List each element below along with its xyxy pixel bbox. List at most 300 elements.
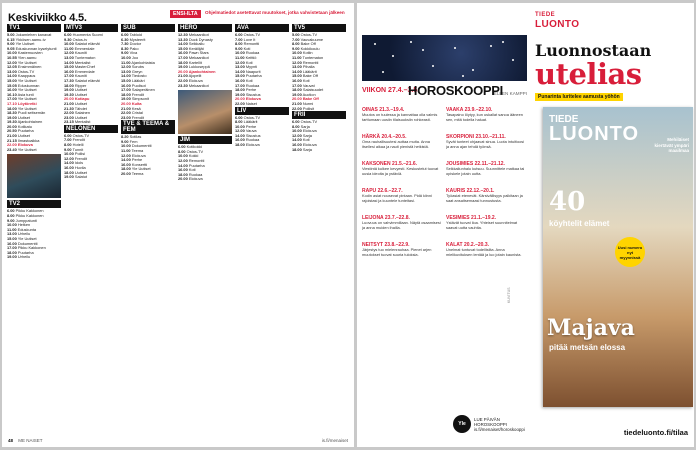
sign-name: NEITSYT — [362, 242, 384, 248]
program-title: Mekaanikot — [188, 55, 209, 60]
program-title: Ruokaa — [188, 172, 203, 177]
program-title: Huomenta Suomi — [72, 33, 103, 37]
program-time: 21.15 — [7, 138, 17, 143]
sign-name: KAKSONEN — [362, 161, 391, 167]
program-title: Mentalist — [74, 60, 91, 65]
program-title: Ostos-TV — [17, 69, 35, 74]
program-time: 15.00 — [235, 74, 245, 79]
sign-text: Oma rauhallisuutesi auttaa muita. Anna itsellesi aikaa ja nauti pienistä hetkistä. — [362, 140, 430, 149]
program-title: Salatut — [74, 175, 87, 180]
program-title: Tunnit — [72, 147, 84, 152]
program-time: 10.55 — [7, 55, 17, 60]
program-title: Perhe — [131, 158, 143, 163]
program-time: 16.00 — [178, 51, 188, 56]
sign-dates: 23.8.–22.9. — [384, 242, 410, 248]
program-title: Ostos-TV — [243, 115, 261, 120]
ad-headline-main: utelias — [535, 57, 642, 91]
program-time: 18.00 — [64, 170, 74, 175]
program-title: Ajopelit — [188, 74, 202, 79]
program-title: Frendit — [131, 115, 144, 120]
promo-text: LUE PÄIVÄN HOROSKOOPPI is.fi/menaiset/horoskooppi — [474, 417, 525, 433]
program-time: 16.00 — [121, 83, 131, 88]
program-time: 9.00 — [7, 42, 15, 47]
program-time: 8.00 — [292, 42, 300, 47]
horoscope-signs — [362, 107, 527, 412]
ad-brand — [535, 11, 579, 29]
program-time: 15.05 — [7, 83, 17, 88]
program-title: Bake Off — [302, 97, 319, 102]
program-row — [7, 255, 61, 260]
program-title: Teema — [131, 172, 144, 177]
cover-logo-b: LUONTO — [549, 123, 640, 145]
program-title: Tähdet — [74, 106, 87, 111]
program-title: Pawn Stars — [188, 51, 209, 56]
program-title: Konsertti — [131, 162, 148, 167]
sign-text: Järjestys tuo mielenrauhaa. Pienet arjen muutokset tuovat suuria tuloksia. — [362, 248, 432, 257]
program-time: 15.00 — [7, 237, 17, 241]
program-time: 17.30 — [64, 78, 74, 83]
program-title: Puutarha — [188, 163, 205, 168]
program-time: 11.00 — [121, 149, 131, 154]
program-title: Eduskunnan kyselytunti — [15, 46, 57, 51]
program-title: Kauniit — [74, 74, 87, 79]
program-time: 9.05 — [7, 46, 15, 51]
program-title: Kokki — [188, 154, 199, 159]
program-time: 7.00 — [235, 37, 243, 42]
program-title: Elokuva — [245, 143, 260, 148]
program-title: Keräilijät — [188, 46, 204, 51]
program-title: Lääkärit — [243, 120, 258, 125]
program-time: 23.15 — [64, 120, 74, 125]
program-time: 18.00 — [235, 143, 245, 148]
program-time: 12.00 — [292, 133, 302, 138]
program-row — [235, 143, 289, 148]
program-time: 15.00 — [64, 65, 74, 70]
program-time: 18.00 — [7, 106, 17, 111]
program-title: Mekaanikot — [188, 83, 209, 88]
program-time: 8.00 — [235, 42, 243, 47]
star-decoration — [454, 47, 456, 49]
program-title: Keittiö — [245, 55, 257, 60]
program-title: Ripper — [74, 83, 87, 88]
sign-dates: 22.6.–22.7. — [377, 188, 403, 194]
program-title: Remontti — [302, 60, 319, 65]
program-title: Eduskunnan — [17, 83, 40, 88]
horoscope-sign — [446, 161, 526, 185]
program-time: 19.00 — [235, 92, 245, 97]
program-time: 15.00 — [7, 78, 17, 83]
program-title: Ostos-TV — [300, 33, 318, 37]
program-time: 10.00 — [121, 55, 131, 60]
program-title: Elokuva — [302, 143, 317, 148]
program-title: Tuntematon — [74, 55, 96, 60]
program-time: 18.00 — [7, 250, 17, 255]
program-title: Uutiset — [74, 88, 87, 93]
program-title: Frendit — [72, 138, 85, 143]
program-title: Teema — [131, 149, 144, 154]
program-time: 16.00 — [292, 143, 302, 148]
program-title: Yle Uutiset — [17, 60, 37, 65]
program-title: Yle Uutiset — [17, 147, 37, 152]
program-title: Perhe — [245, 88, 257, 93]
program-title: Salaperäinen — [131, 88, 155, 93]
program-time: 20.50 — [7, 129, 17, 134]
program-time: 14.00 — [292, 138, 302, 143]
program-time: 12.00 — [7, 60, 17, 65]
tv-column — [178, 24, 232, 429]
program-title: Duck Dynasty — [188, 37, 213, 42]
program-time: 10.00 — [64, 152, 74, 157]
sign-name: VESIMIES — [446, 215, 470, 221]
program-title: Bake Off — [302, 74, 318, 79]
sign-dates: 23.10.–21.11. — [475, 134, 506, 140]
program-title: Hetken — [17, 223, 31, 228]
program-time: 20.00 — [121, 172, 131, 177]
program-title: Puutarha — [17, 250, 34, 255]
program-title: Sarja — [302, 147, 312, 152]
program-title: Ostos-TV — [186, 149, 204, 154]
program-time: 13.00 — [292, 65, 302, 70]
sign-dates: 23.9.–22.10. — [464, 107, 493, 113]
program-title: Koti — [188, 168, 196, 173]
tv-program-note: Ohjelmatiedot asetettavat muutokset, jotka vahvistetaan jälkeen — [205, 10, 345, 15]
program-time: 15.00 — [292, 74, 302, 79]
channel-header: TVE & TEEMA & FEM — [121, 120, 175, 134]
program-title: Seikkailu — [188, 42, 205, 47]
tv-page-header — [8, 8, 348, 24]
program-title: Elokuva — [131, 153, 146, 158]
program-time: 10.00 — [292, 129, 302, 134]
sign-name: JOUSIMIES — [446, 161, 474, 167]
program-time: 6.00 — [121, 33, 129, 37]
program-title: Yle Uutiset — [17, 97, 37, 102]
program-time: 20.00 — [178, 69, 188, 74]
program-title: Uutiset — [74, 115, 87, 120]
sign-text: Unelmat tuntuvat todellisilta. Anna mielikuvituksen lentää ja luo jotain kaunista. — [446, 248, 522, 257]
program-photo — [178, 90, 232, 134]
program-time: 8.00 — [292, 124, 300, 129]
program-title: Urheilu — [17, 232, 31, 237]
sign-name: KAURIS — [446, 188, 466, 194]
program-title: Elokuva — [188, 78, 203, 83]
program-title: Elokuva — [302, 129, 317, 134]
program-time: 5.00 — [292, 33, 300, 37]
program-time: 17.10 — [7, 101, 17, 106]
program-title: Lukkoseppä — [188, 65, 210, 70]
sign-dates: 22.12.–20.1. — [466, 188, 495, 194]
program-time: 16.10 — [7, 92, 17, 97]
program-title: Pako — [129, 46, 139, 51]
program-title: Kotikatu — [17, 124, 32, 129]
horoscope-illustration — [362, 35, 527, 81]
program-title: Kotikokki — [186, 145, 203, 150]
sign-text: Syvät tunteet ohjaavat sinua. Luota intuitioosi ja anna ajan tehdä työnsä. — [446, 140, 525, 149]
program-time: 20.00 — [121, 101, 131, 106]
program-title: Dokumentti — [131, 144, 152, 149]
program-time: 14.00 — [121, 74, 131, 79]
program-title: Uutiset — [74, 170, 87, 175]
channel-header: FRII — [292, 111, 346, 119]
program-time: 8.00 — [235, 120, 243, 125]
program-row — [64, 175, 118, 180]
program-title: Ilmastoaikka — [17, 138, 40, 143]
program-title: Hotelli — [72, 143, 84, 148]
program-time: 6.00 — [64, 133, 72, 138]
tv-date-badge: ENSI-ILTA — [170, 10, 201, 18]
program-time: 17.00 — [64, 74, 74, 79]
program-time: 8.20 — [121, 135, 129, 140]
channel-header: LIV — [235, 107, 289, 115]
program-title: Simpsonit — [131, 97, 149, 102]
program-time: 18.30 — [7, 111, 17, 116]
program-title: Jokamiehen kanavat — [15, 33, 52, 37]
tv-column — [64, 24, 118, 429]
program-time: 16.00 — [64, 166, 74, 171]
program-time: 15.00 — [121, 78, 131, 83]
program-title: Uutiset — [74, 101, 87, 106]
program-time: 18.00 — [235, 88, 245, 93]
page-number: 48 — [8, 438, 14, 443]
program-title: Kulta — [131, 101, 142, 106]
ad-url[interactable]: tiedeluonto.fi/tilaa — [623, 428, 688, 437]
sign-text: Työasiat etenevät. Kärsivällisyys palkitaan ja saat ansaitsemaasi tunnustusta. — [446, 194, 523, 203]
program-time: 23.00 — [64, 115, 74, 120]
program-title: Ensimmäinen — [17, 65, 42, 70]
program-time: 10.00 — [7, 51, 17, 56]
program-time: 12.00 — [64, 156, 74, 161]
promo-logo: Yle — [453, 415, 471, 433]
program-time: 17.00 — [7, 97, 17, 102]
program-time: 11.00 — [235, 55, 245, 60]
program-row — [178, 84, 232, 89]
channel-header: TV2 — [7, 200, 61, 208]
sign-name: LEIJONA — [362, 215, 384, 221]
program-time: 12.00 — [235, 129, 245, 134]
program-time: 16.00 — [7, 88, 17, 93]
program-time: 16.00 — [64, 69, 74, 74]
program-title: Koti — [302, 78, 310, 83]
program-title: Ruokaa — [245, 83, 260, 88]
program-title: Sisustus — [245, 133, 261, 138]
cover-badge: Uusi numero nyt myynnissä — [615, 237, 645, 267]
program-time: 6.00 — [178, 145, 186, 150]
program-time: 19.00 — [292, 92, 302, 97]
tv-column — [7, 24, 61, 429]
program-title: Kotiapu — [74, 97, 90, 102]
program-title: Fem — [129, 139, 138, 144]
program-time: 12.00 — [235, 60, 245, 65]
horoscope-sign — [446, 242, 526, 266]
program-time: 8.00 — [64, 143, 72, 148]
horoscope-week: VIIKON 27.4.–3.5. — [362, 87, 420, 94]
star-decoration — [502, 41, 504, 43]
program-time: 13.00 — [7, 69, 17, 74]
channel-header: MTV3 — [64, 24, 118, 32]
horoscope-column — [446, 107, 526, 269]
star-decoration — [382, 71, 384, 73]
program-time: 17.00 — [121, 88, 131, 93]
sign-text: Viestintä kulkee kevyesti. Keskustelut tuovat uusia ideoita ja ystäviä. — [362, 167, 439, 176]
star-decoration — [410, 41, 412, 43]
program-time: 16.00 — [7, 241, 17, 246]
program-title: Lääkärit — [302, 69, 317, 74]
sign-name: HÄRKÄ — [362, 134, 381, 140]
program-time: 11.00 — [121, 60, 131, 65]
sign-text: Kodin asiat nousevat pintaan. Pidä kiinni rajoistasi ja kuuntele tunteitasi. — [362, 194, 432, 203]
program-title: Löytöretki — [17, 101, 37, 106]
sign-dates: 23.7.–22.8. — [384, 215, 410, 221]
channel-header: SUB — [121, 24, 175, 32]
program-time: 17.00 — [292, 83, 302, 88]
program-title: Urheilu — [17, 255, 31, 260]
sign-text: Muutos on tuulessa ja kannattaa olla valmis tarttumaan uusiin tilaisuuksiin rohkeasti. — [362, 113, 438, 122]
program-time: 12.00 — [64, 51, 74, 56]
program-time: 9.00 — [121, 51, 129, 56]
sign-text: Ystävät tuovat iloa. Yhteiset suunnitelmat saavat uutta vauhtia. — [446, 221, 518, 230]
program-title: Pikku Kakkonen — [17, 246, 46, 251]
program-time: 19.00 — [64, 88, 74, 93]
program-time: 14.00 — [235, 69, 245, 74]
channel-header: AVA — [235, 24, 289, 32]
program-time: 10.00 — [235, 51, 245, 56]
sign-dates: 20.2.–20.3. — [463, 242, 489, 248]
horoscope-sign — [362, 242, 442, 266]
program-time: 22.00 — [178, 78, 188, 83]
horoscope-sign — [362, 188, 442, 212]
horoscope-sign — [362, 134, 442, 158]
channel-header: JIM — [178, 136, 232, 144]
cover-number: 40 — [549, 187, 586, 217]
program-title: Koti — [243, 46, 251, 51]
program-title: Yle Uutiset — [17, 237, 37, 241]
program-row — [121, 172, 175, 177]
program-title: Ykkösen aamu-tv — [15, 37, 46, 42]
program-title: Mysteerit — [129, 37, 146, 42]
program-time: 12.00 — [121, 65, 131, 70]
sign-name: KALAT — [446, 242, 463, 248]
program-time: 12.00 — [292, 60, 302, 65]
sign-dates: 21.1.–19.2. — [471, 215, 497, 221]
program-title: Puoli seitsemän — [17, 111, 46, 116]
sign-dates: 21.3.–19.4. — [379, 107, 405, 113]
program-time: 13.00 — [7, 232, 17, 237]
tiede-luonto-ad — [529, 3, 694, 447]
tv-channel-grid — [7, 24, 349, 429]
program-time: 22.00 — [292, 106, 302, 111]
program-time: 14.00 — [178, 163, 188, 168]
program-title: Koti — [245, 78, 253, 83]
program-time: 15.00 — [178, 46, 188, 51]
program-row — [292, 148, 346, 153]
program-title: Huvila — [74, 166, 86, 171]
program-time: 19.00 — [7, 115, 17, 120]
program-time: 12.30 — [178, 33, 188, 37]
program-time: 11.00 — [292, 55, 302, 60]
program-time: 9.30 — [64, 37, 72, 42]
program-time: 20.00 — [292, 97, 302, 102]
program-time: 17.00 — [235, 83, 245, 88]
program-title: Joo — [131, 55, 139, 60]
program-time: 6.00 — [7, 209, 15, 214]
program-title: Lääkäri — [131, 78, 145, 83]
program-title: Puutarha — [245, 74, 262, 79]
program-time: 9.00 — [121, 139, 129, 144]
program-time: 21.00 — [178, 74, 188, 79]
horoscope-column — [362, 107, 442, 269]
program-title: Yle Uutiset — [131, 167, 151, 172]
program-title: Remontti — [188, 158, 205, 163]
tv-page-footer — [8, 438, 43, 443]
tv-column — [121, 24, 175, 429]
program-title: Salatut elämät — [74, 78, 100, 83]
program-time: 8.00 — [7, 214, 15, 219]
program-time: 14.00 — [64, 60, 74, 65]
program-title: Emmerdale — [74, 69, 95, 74]
program-time: 9.00 — [235, 46, 243, 51]
program-title: Myynti — [245, 65, 258, 70]
star-decoration — [374, 43, 376, 45]
program-title: Frendit — [131, 92, 144, 97]
program-time: 22.00 — [64, 111, 74, 116]
program-time: 16.00 — [235, 138, 245, 143]
program-title: Yle Uutiset — [17, 106, 37, 111]
horoscope-sign — [362, 215, 442, 239]
program-title: Uutiset — [17, 134, 30, 139]
program-time: 13.00 — [121, 69, 131, 74]
star-decoration — [462, 75, 464, 77]
program-time: 14.00 — [178, 42, 188, 47]
program-title: Poliisit — [302, 106, 315, 111]
horoscope-sign — [362, 161, 442, 185]
sign-name: RAPU — [362, 188, 377, 194]
program-title: Ajankohtaista — [131, 60, 155, 65]
star-decoration — [472, 69, 474, 71]
program-time: 13.00 — [235, 65, 245, 70]
channel-header: TV5 — [292, 24, 346, 32]
program-time: 21.30 — [64, 106, 74, 111]
program-time: 22.00 — [7, 143, 17, 148]
program-time: 13.30 — [178, 37, 188, 42]
horoscope-ad-page — [357, 3, 694, 447]
magazine-cover — [543, 107, 693, 407]
program-title: Mentalist — [74, 120, 91, 125]
program-time: 14.00 — [121, 158, 131, 163]
program-title: Pihalla — [302, 65, 315, 70]
program-title: Nurmi — [302, 101, 314, 106]
program-time: 20.00 — [178, 177, 188, 182]
program-time: 17.00 — [178, 55, 188, 60]
program-time: 18.00 — [64, 83, 74, 88]
program-title: Ostos-tv — [72, 37, 88, 42]
program-time: 18.00 — [178, 172, 188, 177]
sign-name: OINAS — [362, 107, 378, 113]
program-title: Asia tunti — [17, 92, 34, 97]
program-time: 19.00 — [178, 65, 188, 70]
sign-text: Luovuus on vahvimmillaan. Näytä osaamisesi ja anna muiden ihailla. — [362, 221, 441, 230]
program-time: 18.00 — [121, 92, 131, 97]
program-time: 20.00 — [64, 97, 74, 102]
program-time: 16.00 — [292, 78, 302, 83]
program-title: Idols — [74, 161, 84, 166]
program-time: 6.00 — [292, 120, 300, 125]
program-title: Vauvat — [302, 83, 315, 88]
program-title: MasterChef — [74, 65, 95, 70]
program-title: Kesä — [131, 106, 141, 111]
program-title: Elokuva — [188, 177, 203, 182]
program-title: Pikku Kakkonen — [15, 214, 44, 219]
program-title: Elokuva — [17, 143, 33, 148]
sign-name: VAAKA — [446, 107, 464, 113]
